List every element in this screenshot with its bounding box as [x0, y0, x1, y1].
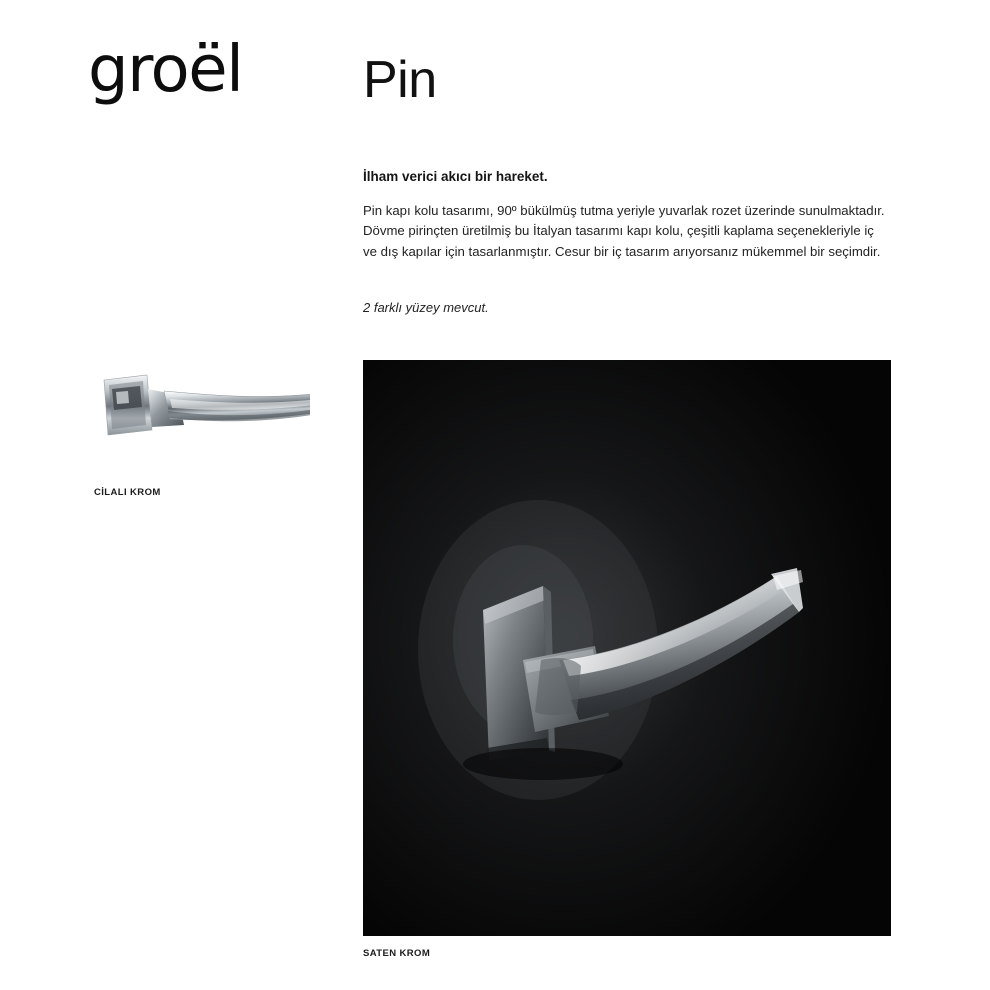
- hero-photo-satin-chrome: [363, 360, 891, 936]
- product-tagline: İlham verici akıcı bir hareket.: [363, 169, 548, 184]
- brand-logo: groël: [88, 33, 243, 107]
- product-description: Pin kapı kolu tasarımı, 90º bükülmüş tutma yeriyle yuvarlak rozet üzerinde sunulmaktadır. Dövme pirinçten üretilmiş bu İtalyan tasarımı kapı kolu, çeşitli kaplama seçenekleriyle iç ve dış kapılar için tasarlanmıştır. Cesur bir iç tasarım arıyorsanız mükemmel bir seçimdir.: [363, 202, 885, 259]
- page-title: Pin: [363, 51, 437, 109]
- finish-caption-satin-chrome: SATEN KROM: [363, 948, 431, 959]
- finish-caption-polished-chrome: CİLALI KROM: [94, 487, 161, 498]
- finishes-note: 2 farklı yüzey mevcut.: [363, 300, 489, 315]
- door-handle-satin-photo: [363, 360, 891, 936]
- product-copy: [363, 168, 888, 262]
